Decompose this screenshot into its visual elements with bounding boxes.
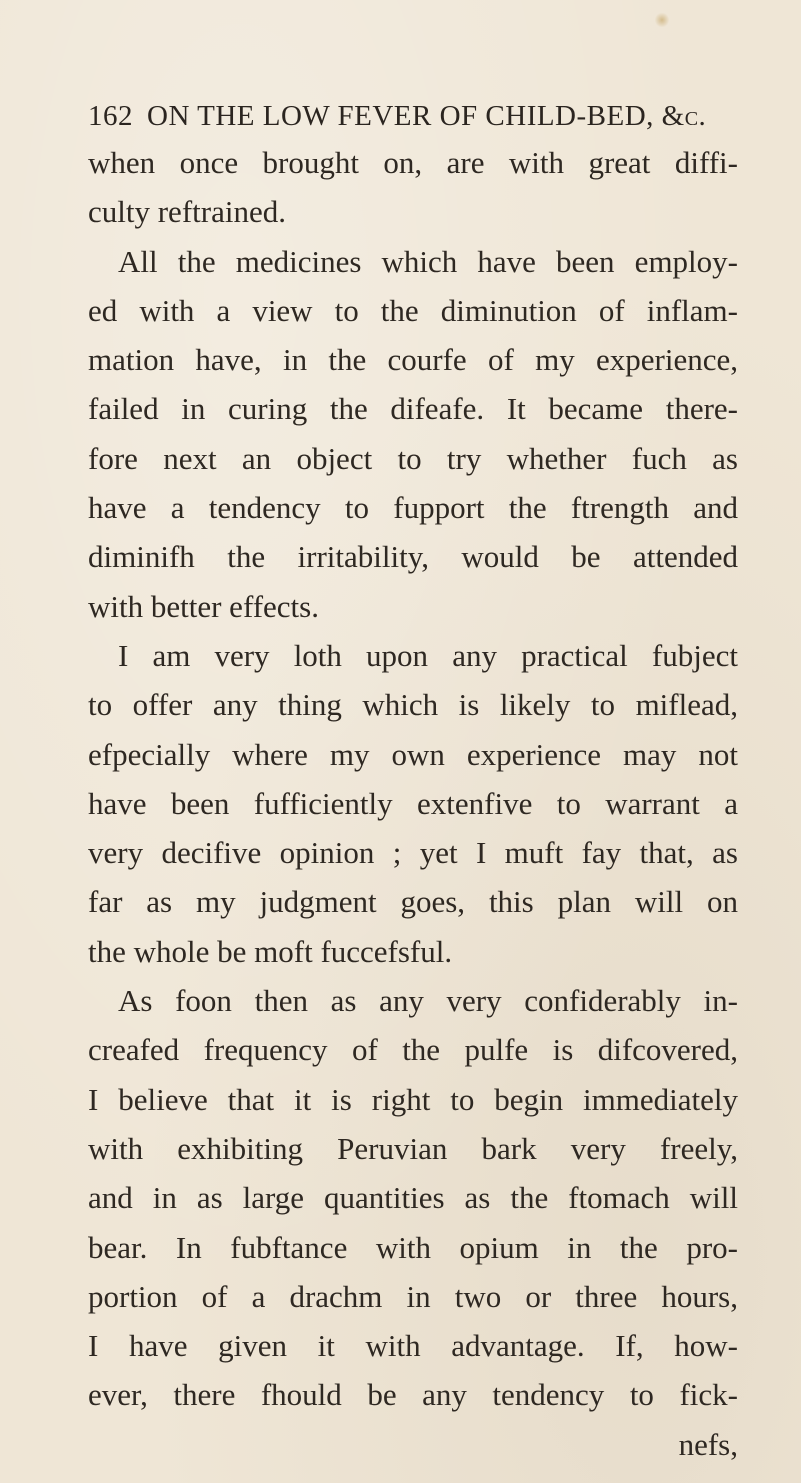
paper-stain <box>655 12 669 28</box>
text-line: ever, there fhould be any tendency to fick- <box>88 1377 738 1413</box>
text-line: bear. In fubftance with opium in the pro- <box>88 1229 738 1265</box>
text-line: when once brought on, are with great diffi- <box>88 145 738 180</box>
text-line: culty reftrained. <box>88 194 286 230</box>
text-line: mation have, in the courfe of my experience, <box>88 342 738 378</box>
text-line: very decifive opinion ; yet I muft fay that, as <box>88 835 738 871</box>
text-line: the whole be moft fuccefsful. <box>88 933 453 969</box>
text-line: I believe that it is right to begin immediately <box>88 1081 738 1117</box>
catchword: nefs, <box>678 1426 738 1462</box>
text-line: have been fufficiently extenfive to warrant a <box>88 785 738 821</box>
text-line: ed with a view to the diminution of inflam- <box>88 292 738 328</box>
text-line: far as my judgment goes, this plan will on <box>88 884 738 920</box>
text-line: portion of a drachm in two or three hours, <box>88 1278 738 1314</box>
text-line: with exhibiting Peruvian bark very freely, <box>88 1130 738 1166</box>
text-line: failed in curing the difeafe. It became there- <box>88 391 738 427</box>
text-line: to offer any thing which is likely to miflead, <box>88 687 738 723</box>
text-line: As foon then as any very confiderably in- <box>118 983 738 1019</box>
running-head-title: ON THE LOW FEVER OF CHILD-BED, &c. <box>147 100 707 132</box>
running-head <box>88 96 748 136</box>
text-line: have a tendency to fupport the ftrength and <box>88 490 738 526</box>
page-number: 162 <box>88 100 133 132</box>
text-line: All the medicines which have been employ- <box>118 243 738 279</box>
text-line: diminifh the irritability, would be attended <box>88 539 738 575</box>
text-line: efpecially where my own experience may not <box>88 736 738 772</box>
text-line: fore next an object to try whether fuch as <box>88 440 738 476</box>
body-text <box>88 138 738 1469</box>
text-line: I have given it with advantage. If, how- <box>88 1328 738 1364</box>
text-line: creafed frequency of the pulfe is difcovered, <box>88 1032 738 1068</box>
text-line: I am very loth upon any practical fubject <box>118 637 738 673</box>
text-line: with better effects. <box>88 588 319 624</box>
text-line: and in as large quantities as the ftomach will <box>88 1180 738 1216</box>
